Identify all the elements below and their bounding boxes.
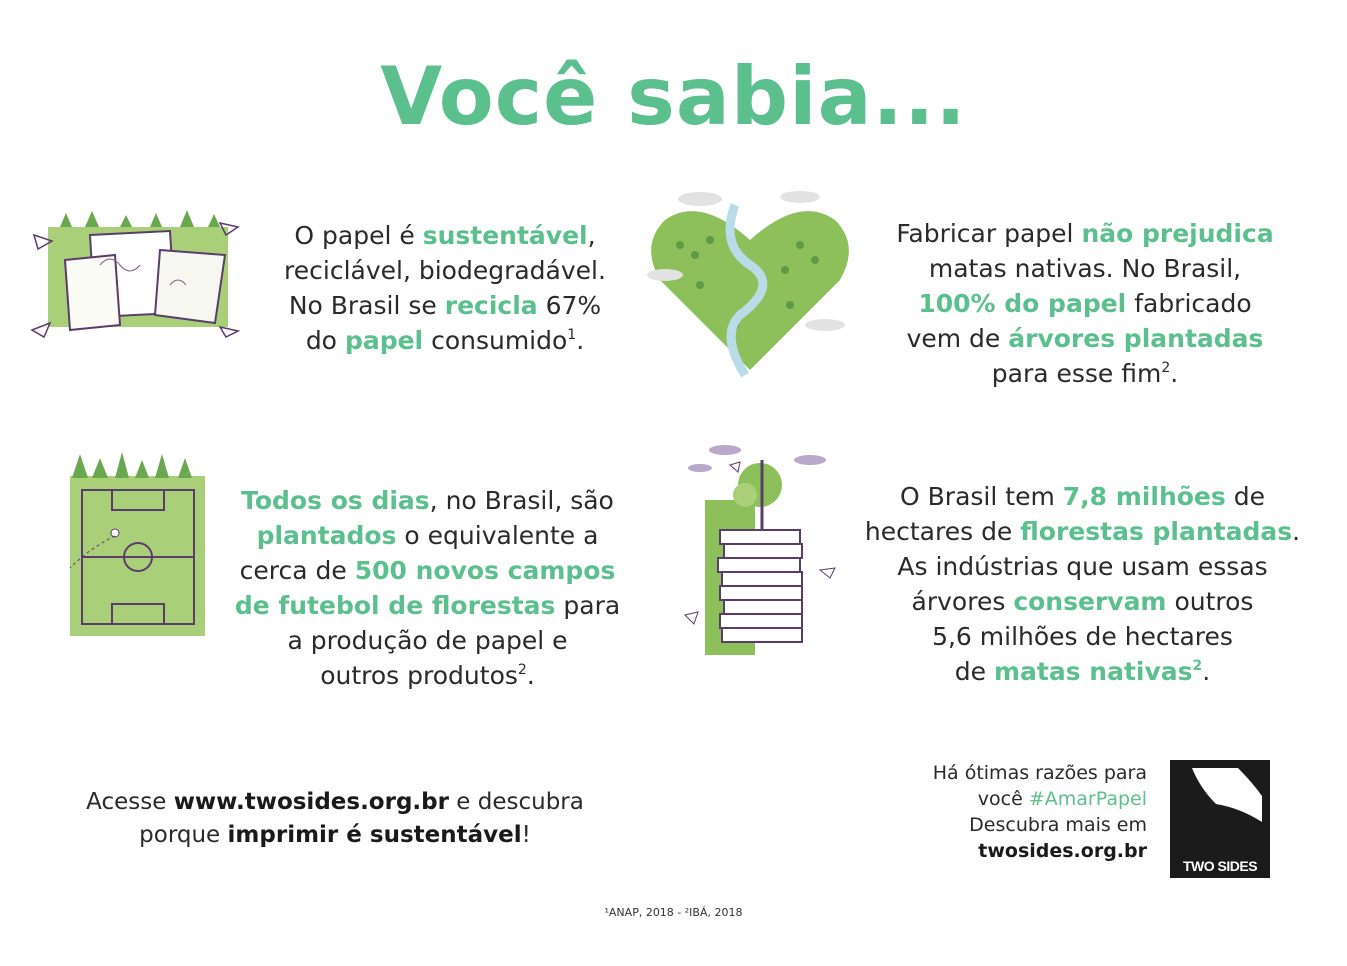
fact-line bbox=[215, 518, 640, 553]
fact-text: . bbox=[1202, 657, 1211, 686]
fact-line bbox=[845, 584, 1320, 619]
cta-text: Acesse www.twosides.org.br e descubra porque imprimir é sustentável! bbox=[86, 789, 584, 848]
fact-text: O papel é bbox=[294, 221, 423, 250]
highlight-text: de futebol de florestas bbox=[234, 591, 556, 620]
fact-line bbox=[845, 654, 1320, 689]
fact-text: Fabricar papel bbox=[896, 219, 1082, 248]
highlight-text: 100% do papel bbox=[918, 289, 1127, 318]
fact-text: O Brasil tem bbox=[900, 482, 1063, 511]
fact-text: o equivalente a bbox=[396, 521, 599, 550]
fact-line bbox=[845, 619, 1320, 654]
fact-line bbox=[240, 253, 650, 288]
fact-soccer-fields bbox=[215, 483, 640, 693]
highlight-text: 7,8 milhões bbox=[1062, 482, 1226, 511]
fact-text: cerca de bbox=[239, 556, 355, 585]
fact-line bbox=[860, 251, 1310, 286]
highlight-text: matas nativas bbox=[993, 657, 1193, 686]
footnote: ¹ANAP, 2018 - ²IBÁ, 2018 bbox=[604, 906, 743, 919]
fact-text: reciclável, biodegradável. bbox=[284, 256, 606, 285]
fact-text: de bbox=[954, 657, 994, 686]
highlight-text: conservam bbox=[1013, 587, 1167, 616]
highlight-text: 2 bbox=[1192, 658, 1203, 674]
fact-text: consumido bbox=[423, 326, 568, 355]
fact-text: matas nativas. No Brasil, bbox=[928, 254, 1242, 283]
paper-sheets-icon bbox=[30, 205, 240, 340]
heart-forest-icon bbox=[640, 185, 860, 380]
fact-text: 67% bbox=[537, 291, 602, 320]
fact-text: 5,6 milhões de hectares bbox=[932, 622, 1233, 651]
fact-text: . bbox=[576, 326, 585, 355]
two-sides-logo-icon bbox=[1170, 760, 1270, 878]
fact-text: , no Brasil, são bbox=[429, 486, 614, 515]
fact-planted-forests bbox=[845, 479, 1320, 689]
highlight-text: recicla bbox=[444, 291, 538, 320]
fact-native-forests bbox=[860, 216, 1310, 391]
fact-line bbox=[845, 514, 1320, 549]
hashtag: #AmarPapel bbox=[1028, 788, 1147, 810]
fact-line bbox=[860, 356, 1310, 391]
fact-text: 2 bbox=[517, 662, 527, 678]
fact-text: a produção de papel e bbox=[287, 626, 568, 655]
fact-line bbox=[860, 286, 1310, 321]
logo-text: TWO SIDES bbox=[1182, 858, 1258, 874]
highlight-text: sustentável bbox=[422, 221, 588, 250]
fact-line bbox=[240, 323, 650, 358]
fact-text: outros produtos bbox=[320, 661, 518, 690]
fact-line bbox=[860, 321, 1310, 356]
fact-text: hectares de bbox=[864, 517, 1021, 546]
fact-line bbox=[215, 623, 640, 658]
highlight-text: Todos os dias bbox=[241, 486, 430, 515]
fact-text: outros bbox=[1166, 587, 1254, 616]
fact-text: No Brasil se bbox=[288, 291, 445, 320]
fact-text: . bbox=[1170, 359, 1179, 388]
fact-text: As indústrias que usam essas bbox=[897, 552, 1268, 581]
fact-line bbox=[240, 288, 650, 323]
fact-text: para esse fim bbox=[991, 359, 1162, 388]
soccer-field-icon bbox=[60, 448, 210, 638]
highlight-text: papel bbox=[344, 326, 424, 355]
fact-text: 1 bbox=[567, 327, 577, 343]
paper-stack-tree-icon bbox=[680, 440, 840, 660]
fact-line bbox=[215, 588, 640, 623]
page-title: Você sabia... bbox=[380, 50, 967, 143]
fact-text: . bbox=[526, 661, 535, 690]
fact-line bbox=[215, 483, 640, 518]
fact-line bbox=[845, 549, 1320, 584]
fact-text: para bbox=[555, 591, 621, 620]
highlight-text: 500 novos campos bbox=[354, 556, 616, 585]
fact-line bbox=[215, 553, 640, 588]
fact-line bbox=[845, 479, 1320, 514]
fact-text: , bbox=[587, 221, 596, 250]
site-link[interactable]: www.twosides.org.br bbox=[173, 789, 449, 815]
highlight-text: plantados bbox=[256, 521, 397, 550]
fact-text: árvores bbox=[911, 587, 1014, 616]
fact-text: vem de bbox=[906, 324, 1009, 353]
fact-line bbox=[215, 658, 640, 693]
highlight-text: árvores plantadas bbox=[1008, 324, 1264, 353]
reasons-site-link[interactable]: twosides.org.br bbox=[978, 840, 1147, 862]
fact-text: de bbox=[1225, 482, 1265, 511]
fact-line bbox=[860, 216, 1310, 251]
fact-line bbox=[240, 218, 650, 253]
fact-text: do bbox=[305, 326, 345, 355]
highlight-text: não prejudica bbox=[1081, 219, 1274, 248]
fact-text: 2 bbox=[1161, 360, 1171, 376]
fact-recycling bbox=[240, 218, 650, 358]
reasons-block: Há ótimas razões para você #AmarPapel Descubra mais em twosides.org.br bbox=[847, 760, 1147, 864]
fact-text: . bbox=[1292, 517, 1301, 546]
highlight-text: florestas plantadas bbox=[1020, 517, 1293, 546]
fact-text: fabricado bbox=[1126, 289, 1252, 318]
